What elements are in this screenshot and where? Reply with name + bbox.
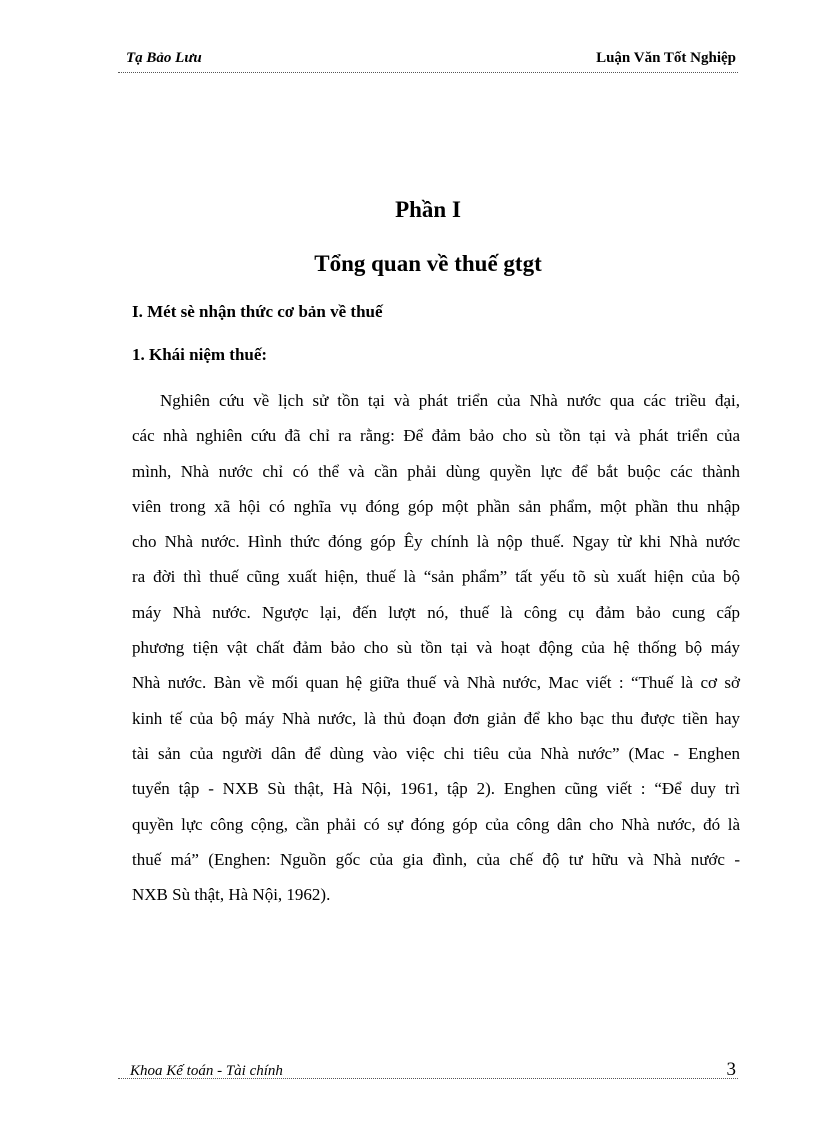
chapter-title: Tổng quan về thuế gtgt xyxy=(314,251,542,276)
body-paragraph xyxy=(132,383,740,912)
paragraph-line: các nhà nghiên cứu đã chỉ ra rằng: Để đảm bảo cho sù tồn tại và phát triển của xyxy=(132,426,740,446)
section-heading: I. Mét sè nhận thức cơ bản về thuế xyxy=(132,302,383,321)
paragraph-line: ra đời thì thuế cũng xuất hiện, thuế là “sản phẩm” tất yếu tõ sù xuất hiện của bộ xyxy=(132,567,740,587)
paragraph-line: mình, Nhà nước chỉ có thể và cần phải dùng quyền lực để bắt buộc các thành xyxy=(132,461,740,481)
paragraph-line: NXB Sù thật, Hà Nội, 1962). xyxy=(132,885,331,905)
part-title: Phần I xyxy=(395,197,461,222)
page-header xyxy=(118,48,738,73)
paragraph-line: tuyển tập - NXB Sù thật, Hà Nội, 1961, tập 2). Enghen cũng viết : “Để duy trì xyxy=(132,779,740,799)
paragraph-line: tài sản của người dân để dùng vào việc chi tiêu của Nhà nước” (Mac - Enghen xyxy=(132,743,740,763)
paragraph-line: viên trong xã hội có nghĩa vụ đóng góp một phần sản phẩm, một phần thu nhập xyxy=(132,496,740,516)
footer-department: Khoa Kế toán - Tài chính xyxy=(130,1063,283,1079)
subsection-heading: 1. Khái niệm thuế: xyxy=(132,345,268,364)
paragraph-line: thuế má” (Enghen: Nguồn gốc của gia đình, của chế độ tư hữu và Nhà nước - xyxy=(132,849,740,869)
paragraph-line: Nghiên cứu về lịch sử tồn tại và phát triển của Nhà nước qua các triều đại, xyxy=(160,391,740,410)
paragraph-line: phương tiện vật chất đảm bảo cho sù tồn tại và hoạt động của hệ thống bộ máy xyxy=(132,638,740,658)
paragraph-line: máy Nhà nước. Ngược lại, đến lượt nó, thuế là công cụ đảm bảo cung cấp xyxy=(132,602,740,622)
paragraph-line: Nhà nước. Bàn về mối quan hệ giữa thuế và Nhà nước, Mac viết : “Thuế là cơ sở xyxy=(132,673,740,693)
header-document-type: Luận Văn Tốt Nghiệp xyxy=(596,50,736,66)
header-author: Tạ Bảo Lưu xyxy=(126,50,202,66)
paragraph-line: kinh tế của bộ máy Nhà nước, là thủ đoạn đơn giản để kho bạc thu được tiền hay xyxy=(132,708,740,728)
paragraph-line: quyền lực công cộng, cần phải có sự đóng góp của công dân cho Nhà nước, đó là xyxy=(132,814,740,834)
paragraph-line: cho Nhà nước. Hình thức đóng góp Êy chính là nộp thuế. Ngay từ khi Nhà nước xyxy=(132,532,740,552)
page-number: 3 xyxy=(726,1059,736,1080)
page-footer xyxy=(118,1059,738,1103)
